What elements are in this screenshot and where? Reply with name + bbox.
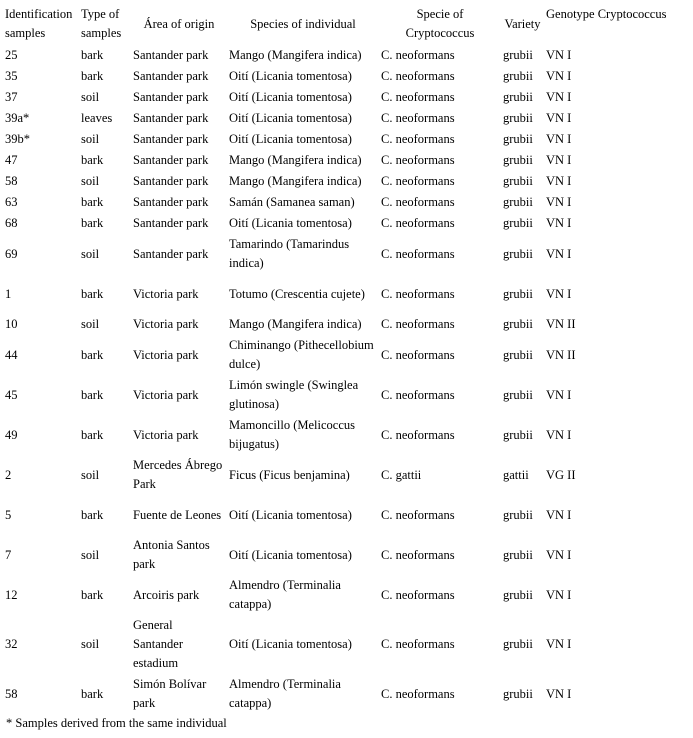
cell-variety: grubii — [503, 507, 533, 522]
table-row — [3, 150, 691, 171]
cell-variety: grubii — [503, 547, 533, 562]
cell-cryptococcus: C. neoformans — [381, 195, 455, 209]
cell-type: leaves — [81, 111, 113, 125]
table-row — [3, 87, 691, 108]
cell-area: Mercedes Ábrego Park — [133, 458, 223, 491]
cell-area: Victoria park — [133, 347, 199, 362]
cell-id: 37 — [5, 90, 18, 104]
cell-genotype: VN II — [546, 347, 576, 362]
footnote: * Samples derived from the same individual — [6, 716, 227, 730]
cell-type: bark — [81, 286, 104, 301]
cell-species: Oití (Licania tomentosa) — [229, 111, 352, 125]
cell-cryptococcus: C. neoformans — [381, 246, 455, 261]
cell-variety: grubii — [503, 90, 533, 104]
cell-area: Santander park — [133, 69, 209, 83]
cell-variety: grubii — [503, 387, 533, 402]
cell-genotype: VN I — [546, 686, 572, 701]
cell-cryptococcus: C. neoformans — [381, 387, 455, 402]
cell-type: bark — [81, 195, 104, 209]
cell-area: Santander park — [133, 246, 209, 261]
cell-variety: grubii — [503, 347, 533, 362]
table-header — [3, 3, 691, 45]
cell-genotype: VN I — [546, 174, 572, 188]
cell-cryptococcus: C. neoformans — [381, 507, 455, 522]
table-row — [3, 314, 691, 335]
cell-species: Oití (Licania tomentosa) — [229, 507, 352, 522]
cell-area: Fuente de Leones — [133, 507, 222, 522]
cell-genotype: VN I — [546, 637, 572, 651]
cell-cryptococcus: C. neoformans — [381, 637, 455, 651]
cell-genotype: VN I — [546, 286, 572, 301]
cell-area: Victoria park — [133, 427, 199, 442]
cell-type: bark — [81, 507, 104, 522]
table-row — [3, 192, 691, 213]
header-variety: Variety — [504, 16, 541, 31]
cell-species: Limón swingle (Swinglea glutinosa) — [229, 378, 359, 411]
cell-species: Mango (Mangifera indica) — [229, 174, 362, 188]
cell-area: Victoria park — [133, 317, 199, 331]
cell-cryptococcus: C. neoformans — [381, 686, 455, 701]
cell-id: 45 — [5, 387, 18, 402]
cell-cryptococcus: C. neoformans — [381, 427, 455, 442]
cell-genotype: VN I — [546, 427, 572, 442]
cell-type: bark — [81, 216, 104, 230]
cell-cryptococcus: C. neoformans — [381, 587, 455, 602]
header-species-of-individual: Species of individual — [250, 16, 356, 31]
cell-variety: grubii — [503, 174, 533, 188]
cell-type: soil — [81, 246, 100, 261]
cell-species: Almendro (Terminalia catappa) — [229, 677, 341, 710]
table-row — [3, 171, 691, 192]
cell-id: 12 — [5, 587, 18, 602]
cell-id: 25 — [5, 48, 18, 62]
header-specie-of-cryptococcus: Specie of Cryptococcus — [405, 7, 475, 40]
cell-cryptococcus: C. neoformans — [381, 111, 455, 125]
cell-area: Santander park — [133, 111, 209, 125]
cell-area: Victoria park — [133, 286, 199, 301]
cell-id: 10 — [5, 317, 18, 331]
cell-id: 35 — [5, 69, 18, 83]
cell-type: soil — [81, 132, 100, 146]
cell-variety: grubii — [503, 686, 533, 701]
cell-variety: grubii — [503, 132, 533, 146]
cell-cryptococcus: C. neoformans — [381, 48, 455, 62]
cell-variety: grubii — [503, 153, 533, 167]
cell-area: Arcoiris park — [133, 587, 200, 602]
cell-species: Oití (Licania tomentosa) — [229, 90, 352, 104]
cell-type: soil — [81, 90, 100, 104]
cell-genotype: VN II — [546, 317, 576, 331]
cell-id: 58 — [5, 174, 18, 188]
cell-genotype: VN I — [546, 246, 572, 261]
cell-id: 69 — [5, 246, 18, 261]
cell-species: Oití (Licania tomentosa) — [229, 547, 352, 562]
cell-type: soil — [81, 547, 100, 562]
cell-species: Chiminango (Pithecellobium dulce) — [229, 338, 374, 371]
cell-genotype: VN I — [546, 90, 572, 104]
table-row — [3, 213, 691, 234]
cell-species: Oití (Licania tomentosa) — [229, 69, 352, 83]
table-row — [3, 415, 691, 455]
cell-area: Santander park — [133, 48, 209, 62]
header-identification-samples: Identification samples — [5, 7, 73, 40]
header-type-of-samples: Type of samples — [81, 7, 122, 40]
cell-species: Mango (Mangifera indica) — [229, 153, 362, 167]
cell-type: soil — [81, 637, 100, 651]
cell-id: 39b* — [5, 132, 30, 146]
cell-genotype: VN I — [546, 153, 572, 167]
cell-area: Simón Bolívar park — [133, 677, 207, 710]
cell-variety: grubii — [503, 195, 533, 209]
table-row — [3, 129, 691, 150]
cell-genotype: VN I — [546, 216, 572, 230]
cell-genotype: VN I — [546, 69, 572, 83]
cell-cryptococcus: C. neoformans — [381, 174, 455, 188]
table-row — [3, 274, 691, 314]
cell-cryptococcus: C. gattii — [381, 467, 422, 482]
cell-type: soil — [81, 317, 100, 331]
cell-id: 44 — [5, 347, 18, 362]
table-row — [3, 615, 691, 674]
cell-area: Antonia Santos park — [133, 538, 210, 571]
cell-variety: gattii — [503, 467, 529, 482]
cell-variety: grubii — [503, 286, 533, 301]
table-row — [3, 575, 691, 615]
cell-species: Tamarindo (Tamarindus indica) — [229, 237, 350, 270]
table-row — [3, 535, 691, 575]
cell-cryptococcus: C. neoformans — [381, 347, 455, 362]
cell-genotype: VN I — [546, 132, 572, 146]
cell-species: Almendro (Terminalia catappa) — [229, 578, 341, 611]
cell-variety: grubii — [503, 317, 533, 331]
table-row — [3, 335, 691, 375]
cell-species: Totumo (Crescentia cujete) — [229, 286, 365, 301]
cell-type: bark — [81, 587, 104, 602]
cell-id: 32 — [5, 637, 18, 651]
cell-cryptococcus: C. neoformans — [381, 547, 455, 562]
cell-species: Mango (Mangifera indica) — [229, 48, 362, 62]
cell-id: 49 — [5, 427, 18, 442]
cell-genotype: VN I — [546, 507, 572, 522]
cell-variety: grubii — [503, 216, 533, 230]
cell-id: 58 — [5, 686, 18, 701]
table-row — [3, 66, 691, 87]
cell-cryptococcus: C. neoformans — [381, 90, 455, 104]
cell-area: Santander park — [133, 174, 209, 188]
cell-id: 63 — [5, 195, 18, 209]
cell-type: bark — [81, 387, 104, 402]
cell-id: 47 — [5, 153, 18, 167]
cell-type: soil — [81, 467, 100, 482]
cell-cryptococcus: C. neoformans — [381, 132, 455, 146]
table-row — [3, 455, 691, 495]
cell-species: Oití (Licania tomentosa) — [229, 216, 352, 230]
table-row — [3, 45, 691, 66]
cell-variety: grubii — [503, 111, 533, 125]
cell-cryptococcus: C. neoformans — [381, 69, 455, 83]
cell-genotype: VN I — [546, 111, 572, 125]
cell-variety: grubii — [503, 587, 533, 602]
cell-type: bark — [81, 427, 104, 442]
cell-genotype: VN I — [546, 195, 572, 209]
table-row — [3, 375, 691, 415]
cell-cryptococcus: C. neoformans — [381, 216, 455, 230]
cell-type: bark — [81, 686, 104, 701]
cell-area: Santander park — [133, 90, 209, 104]
cell-species: Samán (Samanea saman) — [229, 195, 355, 209]
cell-type: bark — [81, 48, 104, 62]
cell-id: 1 — [5, 286, 12, 301]
cell-species: Ficus (Ficus benjamina) — [229, 467, 350, 482]
cell-type: bark — [81, 347, 104, 362]
table-body — [3, 45, 691, 714]
table-row — [3, 108, 691, 129]
cell-type: bark — [81, 153, 104, 167]
cell-area: Santander park — [133, 195, 209, 209]
cell-type: bark — [81, 69, 104, 83]
table-row — [3, 674, 691, 714]
cell-id: 2 — [5, 467, 12, 482]
cell-genotype: VN I — [546, 387, 572, 402]
table-row — [3, 234, 691, 274]
cell-genotype: VN I — [546, 48, 572, 62]
cell-variety: grubii — [503, 637, 533, 651]
cell-cryptococcus: C. neoformans — [381, 286, 455, 301]
cell-genotype: VG II — [546, 467, 576, 482]
cell-genotype: VN I — [546, 587, 572, 602]
cell-id: 39a* — [5, 111, 30, 125]
cell-area: Santander park — [133, 132, 209, 146]
cell-area: Santander park — [133, 153, 209, 167]
cell-id: 68 — [5, 216, 18, 230]
cell-id: 7 — [5, 547, 12, 562]
cell-area: General Santander estadium — [133, 618, 183, 670]
cell-area: Victoria park — [133, 387, 199, 402]
cell-area: Santander park — [133, 216, 209, 230]
cell-variety: grubii — [503, 48, 533, 62]
cell-species: Oití (Licania tomentosa) — [229, 132, 352, 146]
cell-genotype: VN I — [546, 547, 572, 562]
cryptococcus-samples-table — [3, 3, 691, 714]
cell-variety: grubii — [503, 246, 533, 261]
cell-variety: grubii — [503, 427, 533, 442]
cell-id: 5 — [5, 507, 12, 522]
cell-type: soil — [81, 174, 100, 188]
header-area-of-origin: Área of origin — [143, 16, 215, 31]
cell-cryptococcus: C. neoformans — [381, 153, 455, 167]
cell-species: Mango (Mangifera indica) — [229, 317, 362, 331]
cell-species: Mamoncillo (Melicoccus bijugatus) — [229, 418, 356, 451]
cell-species: Oití (Licania tomentosa) — [229, 637, 352, 651]
header-row — [3, 3, 691, 45]
cell-cryptococcus: C. neoformans — [381, 317, 455, 331]
cell-variety: grubii — [503, 69, 533, 83]
table-row — [3, 495, 691, 535]
header-genotype-cryptococcus: Genotype Cryptococcus — [546, 7, 667, 21]
